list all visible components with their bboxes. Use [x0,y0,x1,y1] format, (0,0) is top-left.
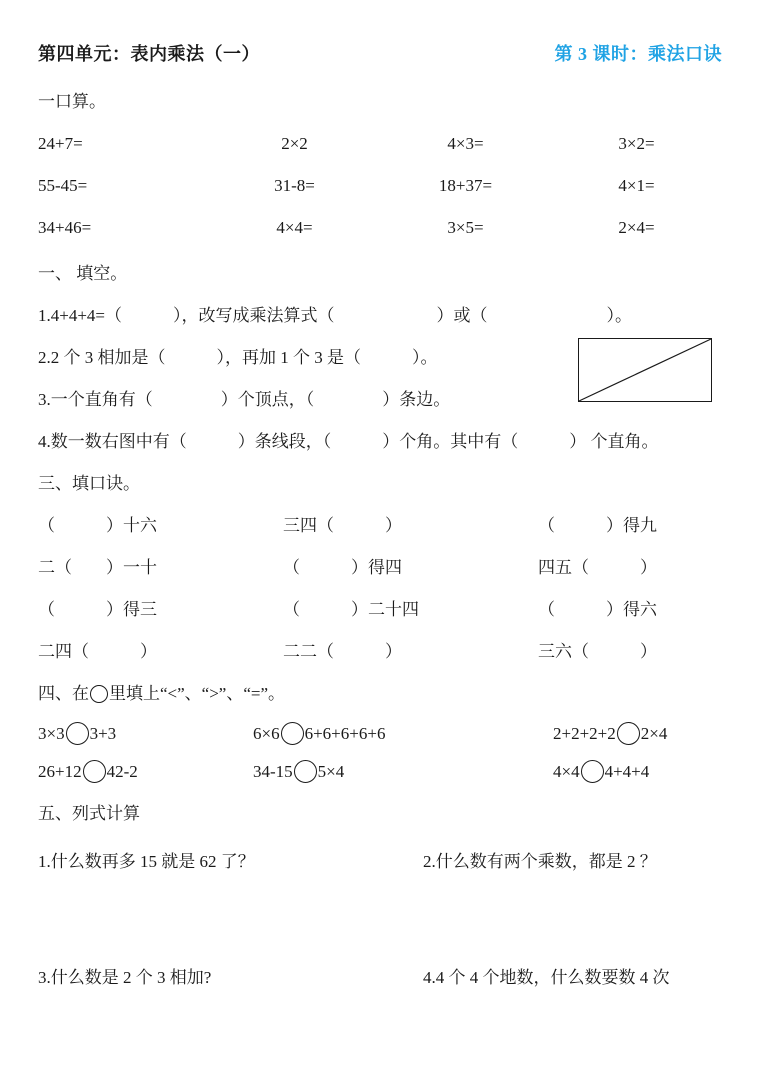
kouju-blank: 二二（ ） [283,642,402,661]
oral-problem: 55-45= [38,176,88,195]
fill-item: 1.4+4+4=（ ），改写成乘法算式（ ）或（ ）。 [38,306,633,325]
circle-icon [294,760,317,783]
compare-title-prefix: 四、在 [38,684,89,703]
kouju-blank: 四五（ ） [538,558,657,577]
oral-problem: 2×2 [281,134,308,153]
section-word-problems-title: 五、列式计算 [38,804,140,823]
oral-problem: 4×1= [618,176,655,195]
section-fill-title: 一、 填空。 [38,264,128,283]
compare-right: 5×4 [317,762,345,781]
circle-icon [617,722,640,745]
compare-item [38,722,253,746]
word-problem: 3.什么数是 2 个 3 相加? [38,968,212,987]
oral-problem: 34+46= [38,218,92,237]
circle-icon [66,722,89,745]
section-kouju-title: 三、填口诀。 [38,474,140,493]
compare-left: 6×6 [253,724,280,743]
oral-problem: 31-8= [274,176,315,195]
kouju-blank: 二四（ ） [38,642,157,661]
compare-left: 3×3 [38,724,65,743]
circle-icon [83,760,106,783]
kouju-blank: 三四（ ） [283,516,402,535]
compare-item [253,760,553,784]
fill-item: 3.一个直角有（ ）个顶点，（ ）条边。 [38,390,451,409]
compare-right: 4+4+4 [604,762,650,781]
circle-icon [281,722,304,745]
kouju-blank: （ ）得九 [538,516,657,535]
compare-title-suffix: 里填上“<”、“>”、“=”。 [109,684,286,703]
compare-right: 42-2 [106,762,138,781]
oral-problem: 3×2= [618,134,655,153]
oral-problem: 3×5= [447,218,484,237]
oral-calculation-grid [38,132,722,240]
oral-problem: 4×3= [447,134,484,153]
lesson-title: 第 3 课时：乘法口诀 [554,44,722,64]
circle-icon [90,685,108,703]
kouju-blank: （ ）十六 [38,516,157,535]
oral-problem: 4×4= [276,218,313,237]
section-oral-title: 一口算。 [38,92,106,111]
circle-icon [581,760,604,783]
word-problems-grid [38,850,722,990]
compare-right: 3+3 [89,724,117,743]
compare-right: 2×4 [640,724,668,743]
kouju-blank: （ ）得四 [283,558,402,577]
word-problem: 2.什么数有两个乘数，都是 2 ？ [423,852,657,871]
kouju-grid [38,514,722,664]
oral-problem: 24+7= [38,134,83,153]
kouju-blank: （ ）得三 [38,600,157,619]
fill-item: 4.数一数右图中有（ ）条线段，（ ）个角。其中有（ ） 个直角。 [38,432,659,451]
fill-item: 2.2 个 3 相加是（ ），再加 1 个 3 是（ ）。 [38,348,438,367]
compare-grid [38,722,722,784]
compare-left: 26+12 [38,762,82,781]
word-problem: 1.什么数再多 15 就是 62 了？ [38,852,255,871]
compare-item [553,760,722,784]
compare-item [253,722,553,746]
header [38,42,722,66]
unit-title: 第四单元：表内乘法（一） [38,44,260,64]
compare-item [553,722,722,746]
oral-problem: 18+37= [438,176,493,195]
kouju-blank: 二（ ）一十 [38,558,157,577]
kouju-blank: （ ）得六 [538,600,657,619]
compare-item [38,760,253,784]
compare-left: 34-15 [253,762,293,781]
oral-problem: 2×4= [618,218,655,237]
section-compare-title [38,682,722,706]
word-problem: 4.4 个 4 个地数，什么数要数 4 次 [423,968,670,987]
kouju-blank: 三六（ ） [538,642,657,661]
kouju-blank: （ ）二十四 [283,600,419,619]
compare-right: 6+6+6+6+6 [304,724,386,743]
compare-left: 2+2+2+2 [553,724,616,743]
compare-left: 4×4 [553,762,580,781]
rectangle-diagonal-figure [578,338,712,402]
